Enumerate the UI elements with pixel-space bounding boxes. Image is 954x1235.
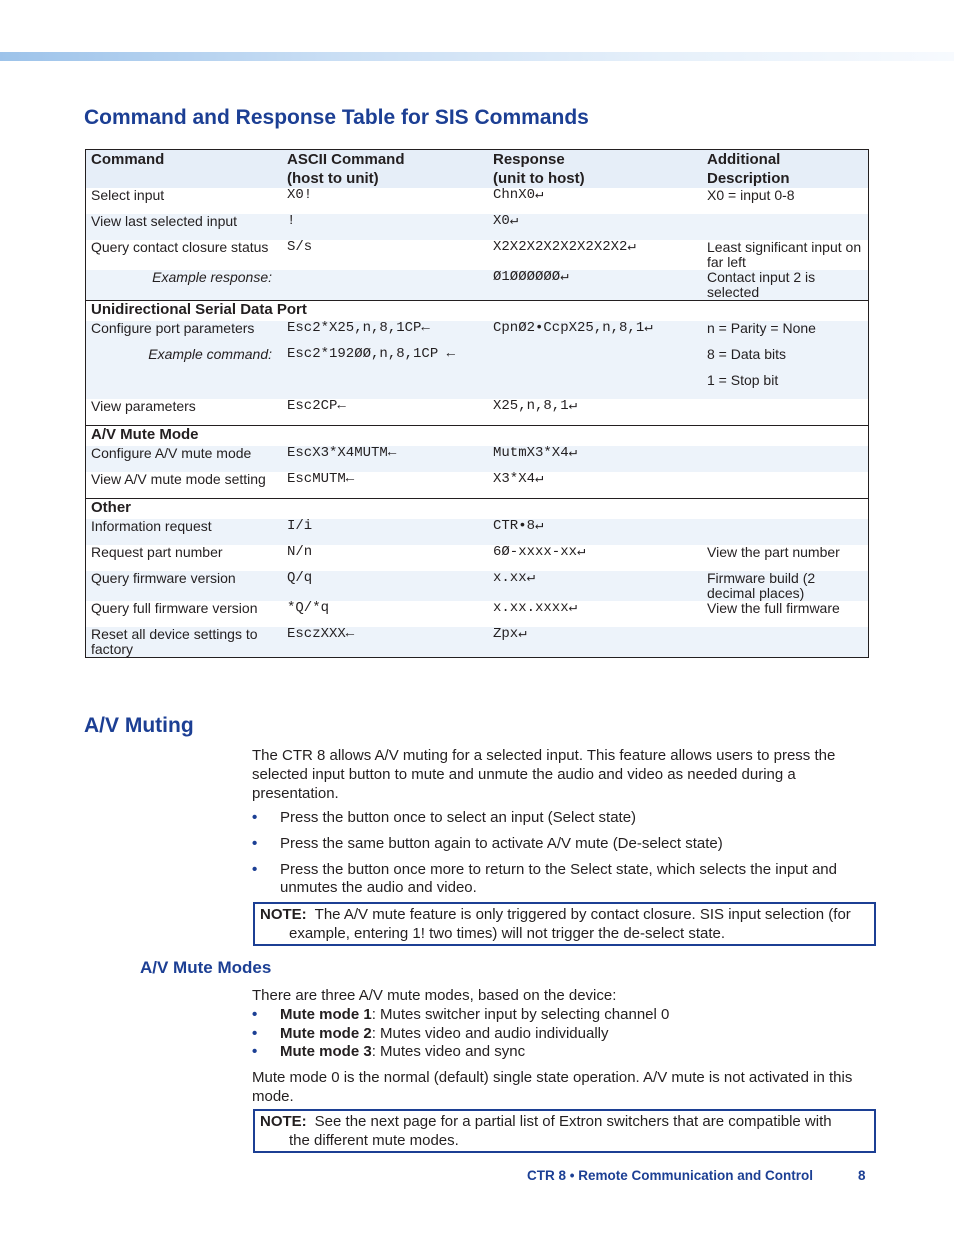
cell-ascii: EscMUTM← (287, 471, 355, 487)
cell-command: Information request (86, 519, 283, 545)
cell-description: X0 = input 0-8 (707, 187, 795, 203)
cell-command: View last selected input (86, 214, 283, 240)
table-row (86, 472, 869, 499)
cell-description: n = Parity = None (702, 321, 869, 347)
cell-response: x.xx↵ (488, 571, 702, 601)
cell-description: 1 = Stop bit (702, 373, 869, 399)
cell-description (702, 519, 869, 545)
cell-description: View the part number (707, 544, 840, 560)
av-muting-title: A/V Muting (84, 714, 194, 737)
cell-command (86, 373, 283, 399)
cell-ascii: Esc2*192ØØ,n,8,1CP ← (282, 347, 488, 373)
table-header-row (86, 150, 869, 189)
cell-description (702, 446, 869, 472)
cell-ascii: EsczXXX← (282, 627, 488, 658)
table-row (86, 446, 869, 472)
cell-command: Query full firmware version (91, 600, 258, 616)
header-command: Command (86, 150, 283, 189)
bullet-icon: • (252, 809, 258, 826)
cell-response: CTR•8↵ (488, 519, 702, 545)
table-row (86, 571, 869, 601)
cell-command: Reset all device settings to factory (86, 627, 283, 658)
table-section-row (86, 301, 869, 322)
table-row (86, 399, 869, 426)
mute-modes-intro: There are three A/V mute modes, based on the device: (252, 987, 617, 1004)
section-other: Other (86, 499, 869, 520)
cell-command: View parameters (91, 398, 196, 414)
cell-command: Configure A/V mute mode (86, 446, 283, 472)
cell-ascii (282, 270, 488, 301)
cell-ascii (282, 373, 488, 399)
note-box (253, 1109, 876, 1153)
table-row (86, 270, 869, 301)
cell-response: Zpx↵ (488, 627, 702, 658)
cell-response: X2X2X2X2X2X2X2X2↵ (493, 239, 636, 255)
cell-description: View the full firmware (707, 600, 840, 616)
cell-response: 6Ø-xxxx-xx↵ (493, 544, 586, 560)
footer-text: CTR 8 • Remote Communication and Control (527, 1168, 813, 1183)
cell-command: Select input (91, 187, 165, 203)
mute-modes-title: A/V Mute Modes (140, 958, 272, 977)
cell-description: 8 = Data bits (702, 347, 869, 373)
cell-ascii: Esc2CP← (287, 398, 346, 414)
cell-response: Ø1ØØØØØØ↵ (488, 270, 702, 301)
header-response: Response (unit to host) (488, 150, 702, 189)
cell-description: Contact input 2 is selected (702, 270, 869, 301)
bullet-icon: • (252, 1043, 258, 1060)
cell-command: Configure port parameters (86, 321, 283, 347)
cell-response: X25,n,8,1↵ (493, 398, 578, 414)
cell-ascii: N/n (287, 544, 313, 560)
table-section-row (86, 426, 869, 447)
note-label: NOTE: (260, 906, 307, 923)
cell-command: Request part number (91, 544, 223, 560)
table-row (86, 214, 869, 240)
cell-command: Example response: (86, 270, 283, 301)
cell-response: X3*X4↵ (493, 471, 544, 487)
table-row (86, 373, 869, 399)
cell-ascii: ! (282, 214, 488, 240)
bullet-icon: • (252, 861, 258, 878)
header-description: Additional Description (702, 150, 869, 189)
cell-description (702, 399, 869, 426)
cell-ascii: Esc2*X25,n,8,1CP← (282, 321, 488, 347)
cell-ascii: EscX3*X4MUTM← (282, 446, 488, 472)
cell-description (702, 627, 869, 658)
cell-response: CpnØ2•CcpX25,n,8,1↵ (488, 321, 702, 347)
table-row (86, 519, 869, 545)
cell-ascii: Q/q (282, 571, 488, 601)
cell-command: Query firmware version (86, 571, 283, 601)
cell-description: Firmware build (2 decimal places) (702, 571, 869, 601)
note-box (253, 902, 876, 946)
cell-ascii: *Q/*q (287, 600, 330, 616)
cell-command: Query contact closure status (91, 239, 269, 255)
cell-ascii: X0! (287, 187, 313, 203)
note-text: example, entering 1! two times) will not trigger the de-select state. (289, 925, 726, 942)
cell-ascii: I/i (282, 519, 488, 545)
cell-description: Least significant input on far left (707, 239, 862, 270)
cell-command: View A/V mute mode setting (91, 471, 266, 487)
table-row (86, 321, 869, 347)
table-row (86, 601, 869, 627)
cell-response: ChnX0↵ (493, 187, 544, 203)
bullet-icon: • (252, 835, 258, 852)
header-ascii: ASCII Command (host to unit) (282, 150, 488, 189)
cell-response: x.xx.xxxx↵ (493, 600, 578, 616)
table-row (86, 545, 869, 571)
section-av-mute-mode: A/V Mute Mode (86, 426, 869, 447)
av-muting-intro: The CTR 8 allows A/V muting for a selected input. This feature allows users to press the selected input button to mute and unmute the audio and video as needed during a presentation. (252, 747, 836, 802)
cell-ascii: S/s (287, 239, 313, 255)
cell-response: MutmX3*X4↵ (488, 446, 702, 472)
section-serial-port: Unidirectional Serial Data Port (86, 301, 869, 322)
cell-description (702, 472, 869, 499)
note-text: the different mute modes. (289, 1132, 459, 1149)
bullet-icon: • (252, 1006, 258, 1023)
cell-command: Example command: (86, 347, 283, 373)
mute-mode-0-text: Mute mode 0 is the normal (default) single state operation. A/V mute is not activated in this mode. (252, 1069, 853, 1105)
cell-response (488, 347, 702, 373)
header-gradient-bar (0, 52, 954, 61)
cell-response: X0↵ (488, 214, 702, 240)
sis-command-table (85, 149, 869, 658)
cell-description (702, 214, 869, 240)
note-label: NOTE: (260, 1113, 307, 1130)
table-row (86, 188, 869, 214)
section-title: Command and Response Table for SIS Commands (84, 106, 589, 129)
table-section-row (86, 499, 869, 520)
note-text: See the next page for a partial list of Extron switchers that are compatible with (314, 1113, 832, 1130)
note-text: The A/V mute feature is only triggered by contact closure. SIS input selection (for (314, 906, 851, 923)
table-row (86, 240, 869, 270)
bullet-icon: • (252, 1025, 258, 1042)
table-row (86, 347, 869, 373)
table-row (86, 627, 869, 658)
cell-response (488, 373, 702, 399)
page-number: 8 (858, 1168, 866, 1183)
